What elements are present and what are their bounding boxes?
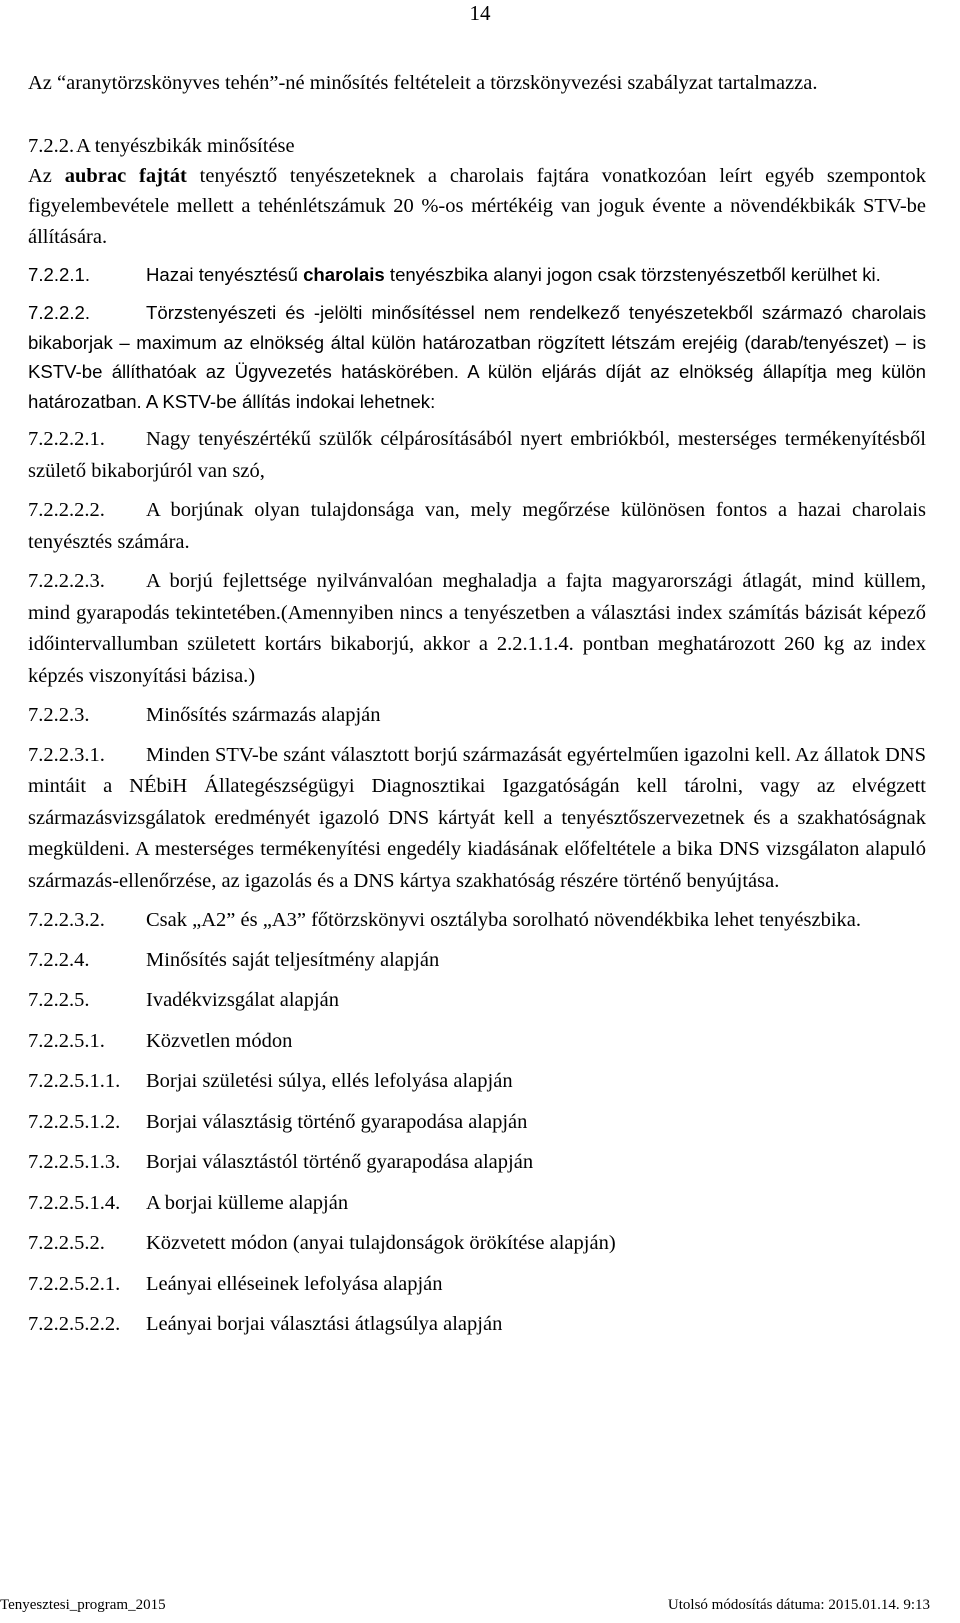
list-item: [28, 1188, 926, 1220]
section-title: Borjai választásig történő gyarapodása alapján: [146, 1110, 528, 1133]
section-number: 7.2.2.3.: [28, 704, 90, 726]
section-number: 7.2.2.5.1.2.: [28, 1110, 121, 1133]
section-number: 7.2.2.5.2.2.: [28, 1313, 121, 1335]
section-title: Borjai születési súlya, ellés lefolyása alapján: [146, 1070, 513, 1092]
list-item: [28, 1228, 926, 1260]
list-item: [28, 1066, 926, 1098]
section-title: A tenyészbikák minősítése: [76, 134, 295, 157]
section-title: Ivadékvizsgálat alapján: [146, 989, 339, 1011]
section-number: 7.2.2.4.: [28, 948, 90, 971]
section-title: Borjai választástól történő gyarapodása alapján: [146, 1151, 534, 1173]
section-7-2-2-3-1: [28, 740, 926, 898]
section-title: Leányai elléseinek lefolyása alapján: [146, 1272, 443, 1295]
bold-text: charolais: [303, 264, 385, 285]
section-number: 7.2.2.5.2.1.: [28, 1272, 121, 1295]
text-span: A borjúnak olyan tulajdonsága van, mely megőrzése különösen fontos a hazai charolais tenyésztés számára.: [28, 499, 926, 553]
section-number: 7.2.2.3.2.: [28, 909, 105, 931]
bold-text: aubrac fajtát: [64, 164, 187, 187]
section-7-2-2-2-3: [28, 566, 926, 692]
text-span: Törzstenyészeti és -jelölti minősítéssel nem rendelkező tenyészetekből származó charolais bikaborjak – maximum az elnökség által külön határozatban rögzített létszám erejéig (darab/tenyészet) – is KSTV-be állíthatóak az Ügyvezetés hatáskörében. A külön eljárás díját az elnökség állapítja meg külön határozatban. A KSTV-be állítás indokai lehetnek:: [28, 302, 926, 412]
list-item: [28, 985, 926, 1017]
list-item: [28, 1147, 926, 1179]
list-item: [28, 1026, 926, 1058]
text-span: Az: [28, 164, 65, 187]
section-number: 7.2.2.5.1.1.: [28, 1070, 121, 1092]
section-number: 7.2.2.3.1.: [28, 743, 105, 766]
section-number: 7.2.2.1.: [28, 264, 91, 285]
section-title: Minősítés saját teljesítmény alapján: [146, 948, 440, 971]
intro-paragraph: Az “aranytörzskönyves tehén”-né minősítés feltételeit a törzskönyvezési szabályzat tartalmazza.: [28, 72, 818, 94]
section-number: 7.2.2.5.2.: [28, 1232, 105, 1254]
footer-modified-date: Utolsó módosítás dátuma: 2015.01.14. 9:13: [667, 1597, 930, 1613]
section-title: Közvetett módon (anyai tulajdonságok örökítése alapján): [146, 1232, 616, 1254]
section-number: 7.2.2.: [28, 134, 75, 157]
list-item: [28, 945, 926, 977]
section-title: A borjai külleme alapján: [146, 1191, 349, 1214]
text-span: tenyészbika alanyi jogon csak törzstenyészetből kerülhet ki.: [384, 264, 881, 285]
section-number: 7.2.2.2.3.: [28, 570, 105, 592]
section-7-2-2-2-1: [28, 424, 926, 487]
section-number: 7.2.2.2.1.: [28, 428, 105, 450]
section-number: 7.2.2.5.1.4.: [28, 1191, 121, 1214]
section-title: Közvetlen módon: [146, 1029, 293, 1052]
text-span: Hazai tenyésztésű: [146, 264, 304, 285]
document-body: [28, 68, 926, 1341]
section-number: 7.2.2.5.1.3.: [28, 1151, 121, 1173]
section-7-2-2-1: [28, 260, 926, 290]
list-item: [28, 1107, 926, 1139]
section-7-2-2-2-2: [28, 495, 926, 558]
page-number: 14: [469, 1, 491, 25]
section-title: Minősítés származás alapján: [146, 704, 381, 726]
section-number: 7.2.2.2.: [28, 302, 91, 323]
text-span: Csak „A2” és „A3” főtörzskönyvi osztályba sorolható növendékbika lehet tenyészbika.: [146, 909, 862, 931]
text-span: tenyésztő tenyészeteknek a charolais fajtára vonatkozóan leírt egyéb szempontok figyelembevétele mellett a tehénlétszámuk 20 %-os mértékéig van joguk évente a növendékbikák STV-be állítására.: [28, 164, 926, 248]
section-number: 7.2.2.2.2.: [28, 499, 105, 521]
section-number: 7.2.2.5.: [28, 989, 90, 1011]
footer-filename: Tenyesztesi_program_2015: [0, 1597, 166, 1613]
section-number: 7.2.2.5.1.: [28, 1029, 105, 1052]
section-7-2-2-paragraph: [28, 161, 926, 253]
section-7-2-2-3-2: [28, 905, 926, 937]
section-heading-7-2-2-3: [28, 700, 926, 732]
section-title: Leányai borjai választási átlagsúlya alapján: [146, 1313, 503, 1335]
text-span: A borjú fejlettsége nyilvánvalóan meghaladja a fajta magyarországi átlagát, mind küllem, mind gyarapodás tekintetében.(Amennyiben nincs a tenyészetben a választási index számítás bázisát képező időintervallumban született kortárs bikaborjú, akkor a 2.2.1.1.4. pontban meghatározott 260 kg az index képzés viszonyítási bázisa.): [28, 570, 926, 687]
section-heading-7-2-2: [28, 131, 926, 161]
text-span: Nagy tenyészértékű szülők célpárosításából nyert embriókból, mesterséges termékenyítésből születő bikaborjúról van szó,: [28, 428, 926, 482]
subsection-list: [28, 945, 926, 1341]
list-item: [28, 1309, 926, 1341]
list-item: [28, 1269, 926, 1301]
text-span: Minden STV-be szánt választott borjú származását egyértelműen igazolni kell. Az állatok DNS mintáit a NÉbiH Állategészségügyi Diagnosztikai Igazgatóságán kell tárolni, vagy az elvégzett származásvizsgálatok eredményét igazoló DNS kártyát kell a tenyésztőszervezetnek és a szakhatóságnak megküldeni. A mesterséges termékenyítési engedély kiadásának előfeltétele a bika DNS vizsgálaton alapuló származás-ellenőrzése, az igazolás és a DNS kártya szakhatóság részére történő benyújtása.: [28, 743, 926, 892]
section-7-2-2-2: [28, 298, 926, 416]
